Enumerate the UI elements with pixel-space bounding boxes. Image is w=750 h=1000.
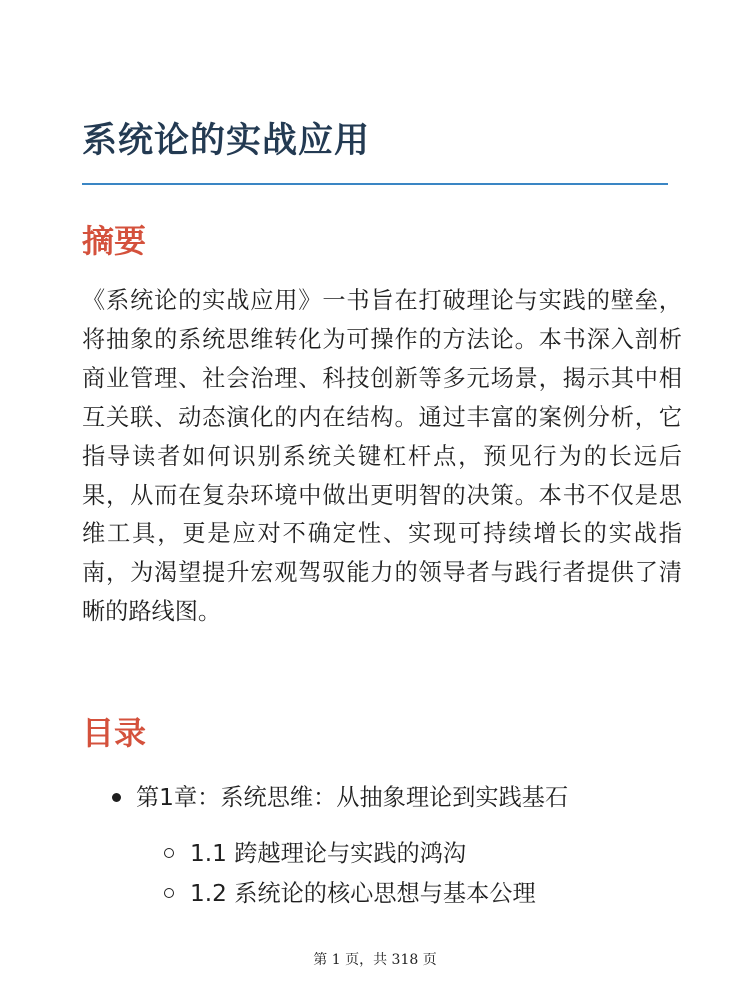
toc-section-label: 1.2 系统论的核心思想与基本公理 <box>190 880 536 907</box>
bullet-dot-icon <box>112 793 121 802</box>
page-footer: 第 1 页，共 318 页 <box>313 952 437 968</box>
toc-section-label: 1.1 跨越理论与实践的鸿沟 <box>190 840 467 867</box>
toc-chapter-label: 第1章：系统思维：从抽象理论到实践基石 <box>136 784 569 811</box>
toc-heading: 目录 <box>82 714 147 752</box>
toc-section-item[interactable] <box>164 874 690 914</box>
bullet-circle-icon <box>164 848 174 858</box>
abstract-heading: 摘要 <box>82 222 147 260</box>
abstract-paragraph: 《系统论的实战应用》一书旨在打破理论与实践的壁垒，将抽象的系统思维转化为可操作的方法论。本书深入剖析商业管理、社会治理、科技创新等多元场景，揭示其中相互关联、动态演化的内在结构。通过丰富的案例分析，它指导读者如何识别系统关键杠杆点，预见行为的长远后果，从而在复杂环境中做出更明智的决策。本书不仅是思维工具，更是应对不确定性、实现可持续增长的实战指南，为渴望提升宏观驾驭能力的领导者与践行者提供了清晰的路线图。 <box>82 287 682 626</box>
document-title: 系统论的实战应用 <box>82 121 371 161</box>
bullet-circle-icon <box>164 888 174 898</box>
toc-section-list <box>164 834 690 914</box>
title-divider <box>82 183 668 185</box>
toc-list <box>110 778 690 914</box>
toc-section-item[interactable] <box>164 834 690 874</box>
toc-chapter-item[interactable] <box>110 778 690 914</box>
